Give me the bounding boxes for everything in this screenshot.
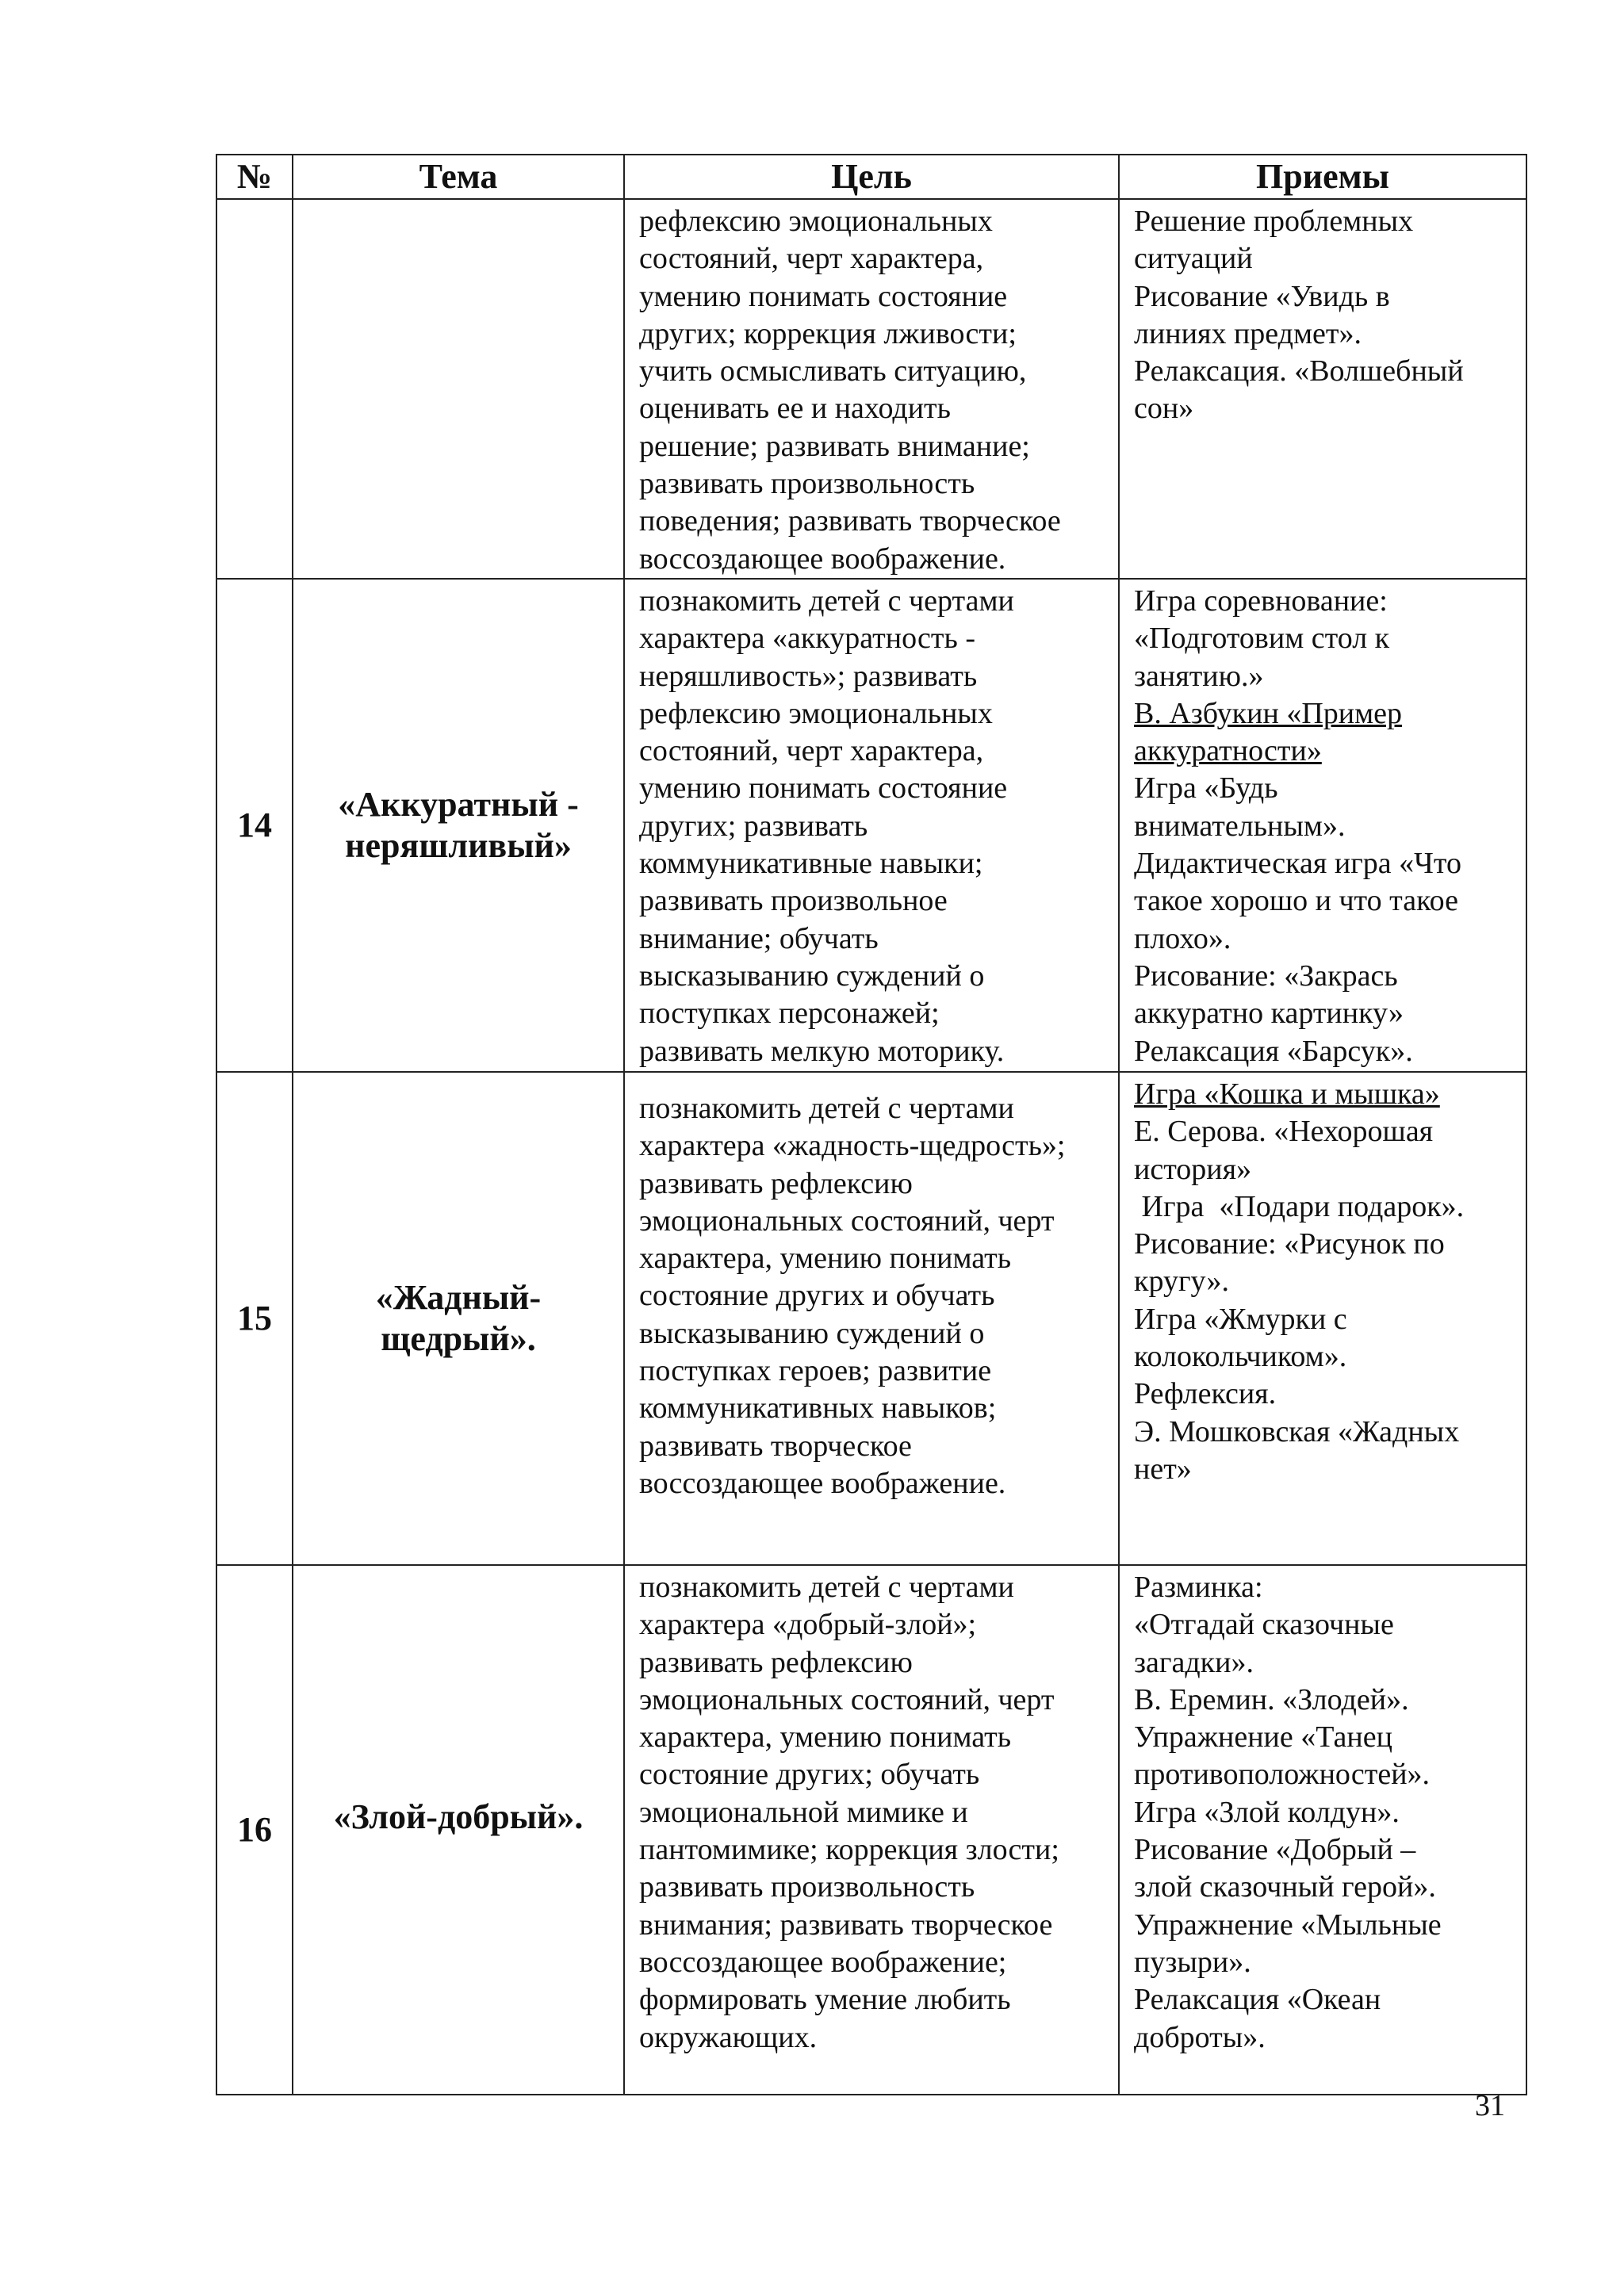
goal-line: поступках персонажей;: [639, 997, 940, 1031]
table-row: [216, 199, 1526, 579]
goal-line: эмоциональных состояний, черт: [639, 1682, 1055, 1716]
method-line: сон»: [1134, 392, 1194, 426]
row-goal: [624, 579, 1119, 1072]
row-methods: [1119, 579, 1526, 1072]
method-line: история»: [1134, 1152, 1252, 1186]
row-methods: [1119, 199, 1526, 579]
row-topic: [293, 199, 624, 579]
method-line: внимательным».: [1134, 809, 1346, 843]
goal-line: познакомить детей с чертами: [639, 1091, 1014, 1125]
row-topic: [293, 1565, 624, 2095]
lesson-plan-table: [216, 154, 1527, 2095]
header-methods: Приемы: [1119, 155, 1526, 199]
header-num: №: [216, 155, 293, 199]
method-line: Дидактическая игра «Что: [1134, 847, 1461, 881]
topic-line: «Злой-добрый».: [333, 1797, 584, 1836]
table-row: [216, 579, 1526, 1072]
header-topic: Тема: [293, 155, 624, 199]
method-line: Игра «Жмурки с: [1134, 1302, 1347, 1336]
goal-line: состояние других; обучать: [639, 1758, 980, 1792]
goal-line: познакомить детей с чертами: [639, 1570, 1014, 1604]
method-line: Рисование «Добрый –: [1134, 1833, 1416, 1867]
goal-line: других; развивать: [639, 809, 868, 843]
method-line: аккуратно картинку»: [1134, 997, 1404, 1031]
method-line: злой сказочный герой».: [1134, 1870, 1436, 1904]
goal-line: состояние других и обучать: [639, 1279, 995, 1313]
method-line: Релаксация «Барсук».: [1134, 1034, 1413, 1068]
method-line: Релаксация. «Волшебный: [1134, 354, 1464, 388]
goal-line: других; коррекция лживости;: [639, 316, 1017, 350]
method-line: линиях предмет».: [1134, 316, 1362, 350]
table-row: [216, 1565, 1526, 2095]
method-line: Релаксация «Океан: [1134, 1983, 1381, 2017]
method-line: загадки».: [1134, 1645, 1254, 1679]
goal-line: эмоциональных состояний, черт: [639, 1203, 1055, 1238]
goal-line: высказыванию суждений о: [639, 959, 985, 993]
method-line: Разминка:: [1134, 1570, 1263, 1604]
goal-line: поведения; развивать творческое: [639, 504, 1061, 538]
goal-line: умению понимать состояние: [639, 771, 1008, 806]
goal-line: умению понимать состояние: [639, 279, 1008, 313]
goal-line: эмоциональной мимике и: [639, 1795, 968, 1829]
page-number: 31: [1475, 2089, 1505, 2122]
goal-line: развивать произвольность: [639, 467, 975, 501]
row-goal: [624, 199, 1119, 579]
method-line: «Подготовим стол к: [1134, 622, 1390, 656]
goal-line: воссоздающее воображение.: [639, 541, 1006, 576]
goal-line: развивать мелкую моторику.: [639, 1034, 1005, 1068]
goal-line: развивать рефлексию: [639, 1645, 913, 1679]
method-line: противоположностей».: [1134, 1758, 1431, 1792]
goal-line: характера «добрый-злой»;: [639, 1608, 977, 1642]
method-line: Игра «Подари подарок».: [1134, 1189, 1465, 1223]
goal-line: состояний, черт характера,: [639, 734, 984, 768]
table-row: [216, 1072, 1526, 1565]
method-line: кругу».: [1134, 1265, 1229, 1299]
goal-line: внимания; развивать творческое: [639, 1908, 1053, 1942]
goal-line: познакомить детей с чертами: [639, 584, 1014, 618]
method-line: Рисование: «Рисунок по: [1134, 1227, 1445, 1261]
goal-line: окружающих.: [639, 2020, 818, 2054]
method-line: пузыри».: [1134, 1945, 1251, 1979]
table-header-row: [216, 155, 1526, 199]
method-line: Е. Серова. «Нехорошая: [1134, 1115, 1434, 1149]
goal-line: развивать произвольность: [639, 1870, 975, 1904]
method-line: Игра соревнование:: [1134, 584, 1388, 618]
goal-line: поступках героев; развитие: [639, 1354, 992, 1388]
method-line: доброты».: [1134, 2020, 1266, 2054]
method-line: Игра «Будь: [1134, 771, 1278, 806]
method-line: Упражнение «Танец: [1134, 1720, 1392, 1755]
goal-line: характера «аккуратность -: [639, 622, 976, 656]
method-line: такое хорошо и что такое: [1134, 884, 1458, 918]
method-line: колокольчиком».: [1134, 1340, 1347, 1374]
row-methods: [1119, 1565, 1526, 2095]
method-line: Решение проблемных: [1134, 205, 1414, 238]
goal-line: формировать умение любить: [639, 1983, 1011, 2017]
goal-line: развивать творческое: [639, 1429, 912, 1463]
row-goal: [624, 1565, 1119, 2095]
method-line: плохо».: [1134, 921, 1231, 955]
topic-line: «Аккуратный -: [338, 784, 579, 824]
goal-line: рефлексию эмоциональных: [639, 205, 993, 238]
goal-line: состояний, черт характера,: [639, 242, 984, 276]
goal-line: характера «жадность-щедрость»;: [639, 1129, 1066, 1163]
method-line: Упражнение «Мыльные: [1134, 1908, 1442, 1942]
method-line: В. Азбукин «Пример: [1134, 696, 1403, 730]
row-number: 16: [216, 1565, 293, 2095]
goal-line: учить осмысливать ситуацию,: [639, 354, 1027, 388]
row-methods: [1119, 1072, 1526, 1565]
row-topic: [293, 579, 624, 1072]
goal-line: коммуникативных навыков;: [639, 1391, 997, 1425]
goal-line: высказыванию суждений о: [639, 1316, 985, 1350]
row-topic: [293, 1072, 624, 1565]
goal-line: решение; развивать внимание;: [639, 429, 1030, 463]
row-goal: [624, 1072, 1119, 1565]
goal-line: внимание; обучать: [639, 921, 879, 955]
goal-line: характера, умению понимать: [639, 1720, 1012, 1755]
method-line: «Отгадай сказочные: [1134, 1608, 1394, 1642]
method-line: В. Еремин. «Злодей».: [1134, 1682, 1409, 1716]
method-line: аккуратности»: [1134, 734, 1322, 768]
row-number: [216, 199, 293, 579]
goal-line: воссоздающее воображение.: [639, 1466, 1006, 1500]
goal-line: оценивать ее и находить: [639, 392, 951, 426]
row-number: 14: [216, 579, 293, 1072]
method-line: Рисование: «Закрась: [1134, 959, 1398, 993]
method-line: Э. Мошковская «Жадных: [1134, 1414, 1460, 1448]
method-line: Игра «Кошка и мышка»: [1134, 1077, 1440, 1111]
goal-line: развивать произвольное: [639, 884, 948, 918]
goal-line: пантомимике; коррекция злости;: [639, 1833, 1059, 1867]
goal-line: развивать рефлексию: [639, 1166, 913, 1200]
goal-line: рефлексию эмоциональных: [639, 696, 993, 730]
topic-line: щедрый».: [381, 1318, 536, 1358]
topic-line: неряшливый»: [345, 825, 572, 865]
topic-line: «Жадный-: [375, 1277, 542, 1317]
method-line: Игра «Злой колдун».: [1134, 1795, 1400, 1829]
method-line: нет»: [1134, 1452, 1192, 1486]
goal-line: неряшливость»; развивать: [639, 659, 978, 693]
header-goal: Цель: [624, 155, 1119, 199]
goal-line: воссоздающее воображение;: [639, 1945, 1007, 1979]
method-line: ситуаций: [1134, 242, 1253, 276]
method-line: Рефлексия.: [1134, 1377, 1277, 1411]
method-line: Рисование «Увидь в: [1134, 279, 1390, 313]
row-number: 15: [216, 1072, 293, 1565]
goal-line: характера, умению понимать: [639, 1242, 1012, 1276]
method-line: занятию.»: [1134, 659, 1264, 693]
goal-line: коммуникативные навыки;: [639, 847, 983, 881]
